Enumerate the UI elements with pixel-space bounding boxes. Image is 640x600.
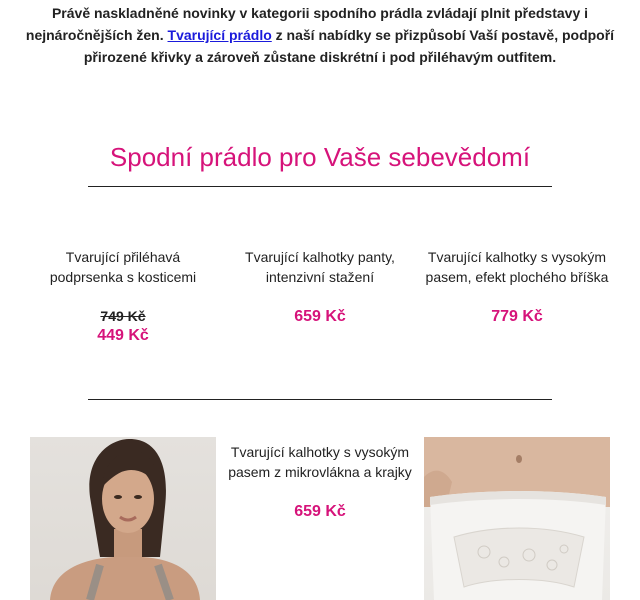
product-card-highwaist[interactable] <box>422 247 612 327</box>
product-price: 659 Kč <box>294 503 346 520</box>
product-price: 449 Kč <box>97 327 149 344</box>
product-name[interactable]: Tvarující přiléhavá podprsenka s kosticemi <box>49 249 197 285</box>
product-name[interactable]: Tvarující kalhotky s vysokým pasem, efekt plochého bříška <box>425 249 609 285</box>
product-card-panty[interactable] <box>225 247 415 327</box>
product-image-model[interactable] <box>30 437 216 600</box>
divider-top <box>88 186 552 187</box>
product-price: 659 Kč <box>294 308 346 325</box>
intro-text <box>20 2 620 68</box>
product-card-bra[interactable] <box>28 247 218 346</box>
product-name[interactable]: Tvarující kalhotky panty, intenzivní stažení <box>245 249 395 285</box>
shapewear-link[interactable]: Tvarující prádlo <box>167 27 272 43</box>
product-price: 779 Kč <box>491 308 543 325</box>
product-old-price: 749 Kč <box>100 308 146 324</box>
model-photo-art <box>30 437 216 600</box>
divider-bottom <box>88 399 552 400</box>
product-card-microfiber[interactable] <box>225 442 415 522</box>
section-title: Spodní prádlo pro Vaše sebevědomí <box>109 142 531 172</box>
product-image-brief[interactable] <box>424 437 610 600</box>
product-name[interactable]: Tvarující kalhotky s vysokým pasem z mikrovlákna a krajky <box>228 444 412 480</box>
brief-photo-art <box>424 437 610 600</box>
intro-text-start: Právě naskladněné novinky v kategorii spodního prádla zvládají plnit představy i nejnáročnějších žen. <box>25 5 589 43</box>
intro-text-end: z naší nabídky se přizpůsobí Vaší postavě, podpoří přirozené křivky a zároveň zůstane diskrétní i pod přiléhavým outfitem. <box>83 27 615 65</box>
